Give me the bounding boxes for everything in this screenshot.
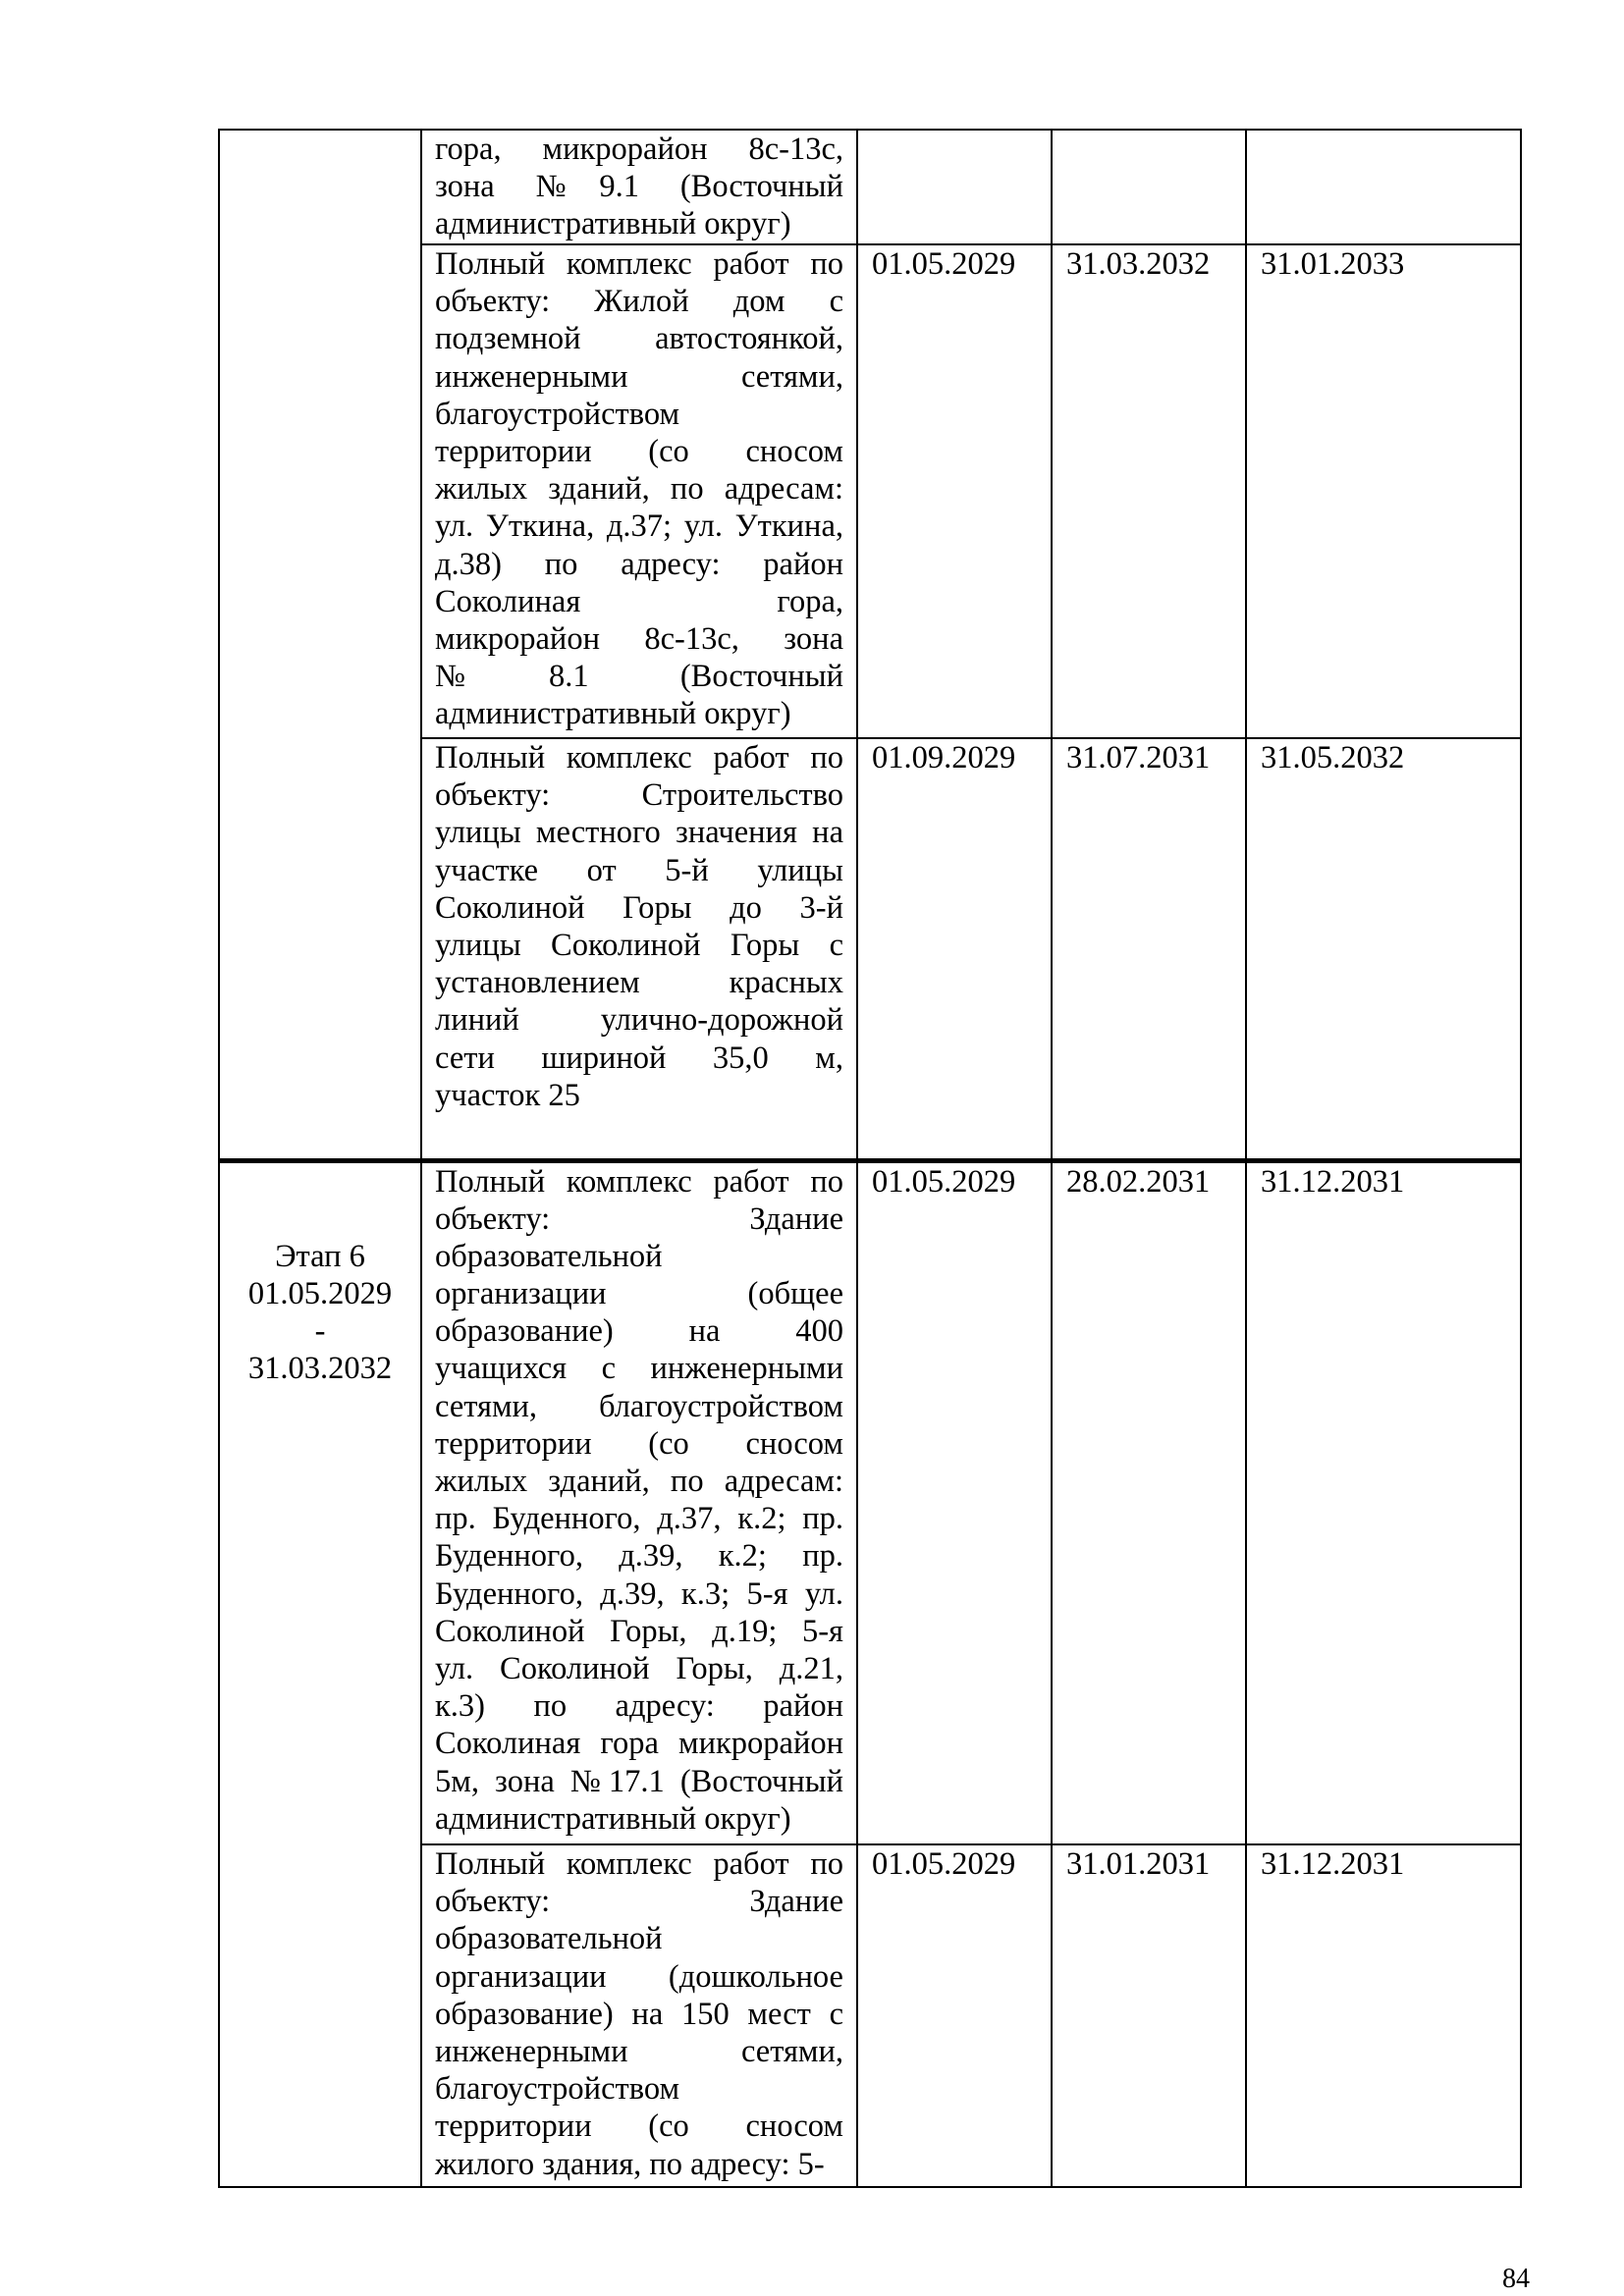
desc-line: образование) на 400 <box>435 1313 843 1350</box>
desc-line: д.38) по адресу: район <box>435 546 843 582</box>
desc-line: линий улично-дорожной <box>435 1002 843 1039</box>
desc-line: пр. Буденного, д.37, к.2; пр. <box>435 1501 843 1537</box>
desc-line: инженерными сетями, <box>435 358 843 395</box>
desc-line: учащихся с инженерными <box>435 1351 843 1387</box>
desc-lines <box>435 245 843 732</box>
completion-date: 31.12.2031 <box>1246 1844 1521 2187</box>
stage-cell <box>219 1160 421 2187</box>
desc-line: ул. Соколиной Горы, д.21, <box>435 1650 843 1686</box>
schedule-table-body <box>219 130 1521 2187</box>
start-date: 01.05.2029 <box>857 244 1052 738</box>
desc-line: образование) на 150 мест с <box>435 1996 843 2032</box>
desc-line: благоустройством <box>435 396 680 432</box>
desc-line: организации (дошкольное <box>435 1958 843 1995</box>
construction-end-date: 31.03.2032 <box>1052 244 1246 738</box>
desc-line: административный округ) <box>435 1800 791 1837</box>
desc-line: Полный комплекс работ по <box>435 246 843 282</box>
construction-end-date: 28.02.2031 <box>1052 1160 1246 1844</box>
desc-line: организации (общее <box>435 1276 843 1312</box>
desc-lines <box>435 1163 843 1838</box>
object-description <box>421 1844 857 2187</box>
desc-line: жилого здания, по адресу: 5- <box>435 2146 825 2182</box>
desc-line: Буденного, д.39, к.2; пр. <box>435 1538 843 1575</box>
desc-line: инженерными сетями, <box>435 2033 843 2069</box>
stage-end-date: 31.03.2032 <box>247 1351 393 1387</box>
desc-line: жилых зданий, по адресам: <box>435 1464 843 1499</box>
desc-line: 5м, зона №17.1 (Восточный <box>435 1763 843 1799</box>
desc-line: Полный комплекс работ по <box>435 1163 843 1200</box>
table-row <box>219 1160 1521 1844</box>
stage-block <box>220 1163 420 1388</box>
desc-line: сетями, благоустройством <box>435 1388 843 1424</box>
desc-lines <box>435 1845 843 2183</box>
desc-line: жилых зданий, по адресам: <box>435 471 843 507</box>
desc-line: объекту: Строительство <box>435 777 843 814</box>
desc-line: Буденного, д.39, к.3; 5-я ул. <box>435 1575 843 1612</box>
desc-line: территории (со сносом <box>435 433 843 469</box>
desc-line: участке от 5-й улицы <box>435 852 843 888</box>
desc-line: Соколиной Горы до 3-й <box>435 889 843 926</box>
desc-line: образовательной <box>435 1921 663 1957</box>
desc-line: административный округ) <box>435 206 791 242</box>
desc-line: Полный комплекс работ по <box>435 740 843 775</box>
desc-line: образовательной <box>435 1238 663 1274</box>
desc-line: установлением красных <box>435 965 843 1001</box>
desc-line: Полный комплекс работ по <box>435 1846 843 1882</box>
table-row <box>219 130 1521 244</box>
completion-date: 31.12.2031 <box>1246 1160 1521 1844</box>
page-number: 84 <box>1502 2264 1530 2294</box>
schedule-table <box>218 129 1522 2188</box>
desc-line: объекту: Здание <box>435 1201 843 1237</box>
object-description <box>421 1160 857 1844</box>
construction-end-date: 31.07.2031 <box>1052 738 1246 1160</box>
desc-line: подземной автостоянкой, <box>435 321 843 357</box>
desc-line: зона №9.1 (Восточный <box>435 169 843 205</box>
stage-start-date: 01.05.2029 <box>247 1275 393 1311</box>
desc-line: сети шириной 35,0 м, <box>435 1040 843 1076</box>
desc-line: участок 25 <box>435 1077 580 1113</box>
desc-line: ул. Уткина, д.37; ул. Уткина, <box>435 508 843 545</box>
stage-dash: - <box>314 1312 326 1349</box>
desc-lines <box>435 739 843 1114</box>
stage-name: Этап 6 <box>275 1238 365 1274</box>
desc-lines <box>435 131 843 243</box>
desc-line: улицы местного значения на <box>435 815 843 851</box>
desc-line: микрорайон 8с-13с, зона <box>435 620 843 657</box>
construction-end-date <box>1052 130 1246 244</box>
start-date: 01.05.2029 <box>857 1160 1052 1844</box>
start-date: 01.09.2029 <box>857 738 1052 1160</box>
desc-line: благоустройством <box>435 2071 680 2108</box>
completion-date <box>1246 130 1521 244</box>
desc-line: объекту: Жилой дом с <box>435 284 843 320</box>
desc-line: территории (со сносом <box>435 1425 843 1462</box>
object-description <box>421 130 857 244</box>
stage-cell-previous <box>219 130 421 1160</box>
desc-line: к.3) по адресу: район <box>435 1688 843 1725</box>
desc-line: Соколиная гора, <box>435 583 843 619</box>
construction-end-date: 31.01.2031 <box>1052 1844 1246 2187</box>
desc-line: Соколиная гора микрорайон <box>435 1726 843 1762</box>
start-date <box>857 130 1052 244</box>
completion-date: 31.01.2033 <box>1246 244 1521 738</box>
desc-line: №8.1 (Восточный <box>435 659 843 695</box>
desc-line: административный округ) <box>435 696 791 732</box>
desc-line: улицы Соколиной Горы с <box>435 927 843 963</box>
object-description <box>421 738 857 1160</box>
desc-line: территории (со сносом <box>435 2109 843 2145</box>
desc-line: объекту: Здание <box>435 1884 843 1920</box>
desc-line: Соколиной Горы, д.19; 5-я <box>435 1613 843 1649</box>
desc-line: гора, микрорайон 8с-13с, <box>435 132 843 167</box>
object-description <box>421 244 857 738</box>
start-date: 01.05.2029 <box>857 1844 1052 2187</box>
completion-date: 31.05.2032 <box>1246 738 1521 1160</box>
